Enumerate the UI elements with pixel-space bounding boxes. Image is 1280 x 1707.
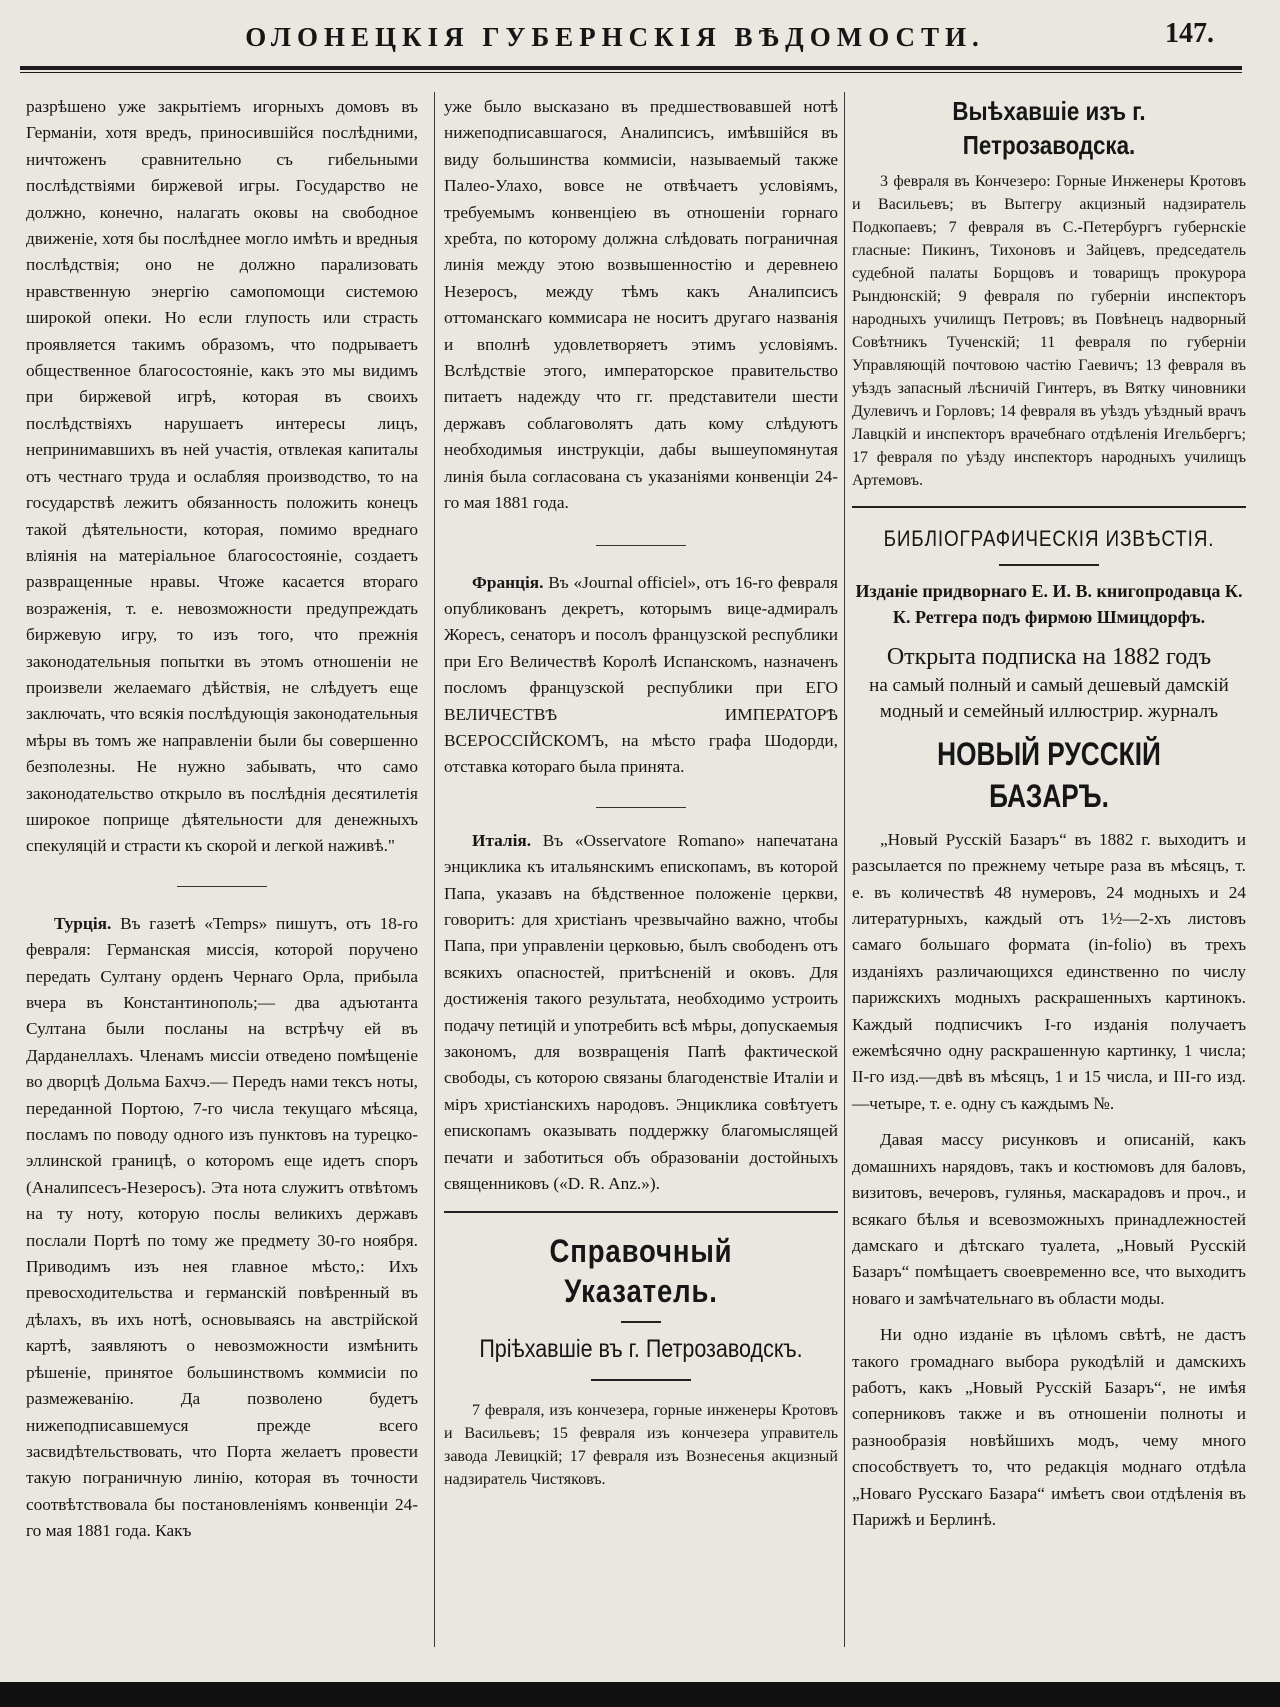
page-number: 147.: [1165, 18, 1214, 49]
column-divider-2: [844, 92, 845, 1647]
separator: [177, 886, 267, 887]
column-divider-1: [434, 92, 435, 1647]
bibliography-title: БИБЛІОГРАФИЧЕСКІЯ ИЗВѢСТІЯ.: [883, 526, 1215, 551]
turkey-article: [26, 911, 418, 1545]
turkey-article-continuation: уже было высказано въ предшествовавшей нотѣ нижеподписавшагося, Аналипсисъ, имѣвшійся въ виду большинства коммисіи, называемый также Палео-Улахо, вовсе не отвѣчаетъ условіямъ, требуемымъ конвенціею въ отношеніи горнаго хребта, по которому должна слѣдовать пограничная линія между этою возвышенностію и деревнею Незеросъ, между тѣмъ какъ Аналипсисъ оттоманскаго коммисара не носитъ другаго названія и вполнѣ удовлетворяетъ этимъ условіямъ. Вслѣдствіе этого, императорское правительство питаетъ надежду что гг. представители шести державъ соблаговолятъ дать кому слѣдуютъ необходимыя инструкціи, дабы вышеупомянутая линія была согласована съ указаніями конвенціи 24-го мая 1881 года.: [444, 97, 838, 513]
departed-text: 3 февраля въ Кончезеро: Горные Инженеры Кротовъ и Васильевъ; въ Вытегру акцизный надзиратель Подкопаевъ; 7 февраля въ С.-Петербургъ губернскіе гласные: Пикинъ, Тихоновъ и Зайцевъ, председатель судебной палаты Борщовъ и товарищъ прокурора Рындюнскій; 9 февраля по губерніи инспекторъ народныхъ училищъ Петровъ; въ Повѣнецъ надворный Совѣтникъ Тученскій; 11 февраля по губерніи Управляющій почтовою частію Гаевичъ; 13 февраля въ уѣздъ запасный лѣсничій Гинтеръ, въ Вятку чиновники Дулевичъ и Горловъ; 14 февраля въ уѣздъ уѣздный врачъ Лавцкій и инспекторъ врачебнаго отдѣленія Игельбергъ; 17 февраля по уѣзду инспекторъ народныхъ училищъ Артемовъ.: [852, 173, 1246, 489]
dash: [621, 1321, 661, 1323]
separator: [596, 545, 686, 546]
arrived-title: Пріѣхавшіе въ г. Петрозаводскъ.: [479, 1335, 803, 1364]
column-2: [444, 94, 838, 1491]
stock-article-continuation: разрѣшено уже закрытіемъ игорныхъ домовъ въ Германіи, хотя вредъ, приносившійся послѣдними, ничтоженъ сравнительно съ гибельными послѣдствіями биржевой игры. Государство не должно, конечно, налагать оковы на свободное движеніе, хотя бы послѣднее могло имѣть и вредныя послѣдствія; оно не должно парализовать нравственную энергію самопомощи системою широкой опеки. Но если глупость или страсть проявляется такимъ образомъ, что подрываетъ общественное благосостояніе, какъ это мы видимъ при биржевой игрѣ, которая въ своихъ послѣдствіяхъ нарушаетъ интересы лицъ, непринимавшихъ въ ней участія, отвлекая капиталы отъ честнаго труда и ослабляя производство, то на государствѣ лежитъ обязанность положить конецъ такой дѣятельности, которая, помимо вреднаго вліянія на матеріальное благосостояніе, создаетъ развращенные нравы. Чтоже касается втораго возраженія, т. е. невозможности предупреждать биржевую игру, то изъ того, что прежнія законодательныя попытки въ этомъ отношеніи не произвели желаемаго дѣйствія, не слѣдуетъ еще заключать, что всякія послѣдующія законодательныя мѣры въ томъ же направленіи были бы совершенно безполезны. Не нужно забывать, что само законодательство открыло въ послѣднія десятилетія широкое поприще дѣятельности для денежныхъ спекуляцій и страсти къ скорой и легкой наживѣ.": [26, 97, 418, 856]
separator: [596, 807, 686, 808]
separator: [999, 564, 1099, 566]
journal-paragraph-1: „Новый Русскій Базаръ“ въ 1882 г. выходитъ и разсылается по прежнему четыре раза въ мѣсяцъ, т. е. въ количествѣ 48 нумеровъ, 24 модныхъ и 24 литературныхъ, каждый отъ 1½—2-хъ листовъ самаго большаго формата (in-folio) въ трехъ изданіяхъ различающихся единственно по числу парижскихъ модныхъ раскрашенныхъ картинокъ. Каждый подписчикъ I-го изданія получаетъ ежемѣсячно одну раскрашенную картинку, 1 числа; II-го изд.—двѣ въ мѣсяцъ, 1 и 15 числа, и III-го изд.—четыре, т. е. одну съ каждымъ №.: [852, 829, 1246, 1113]
departed-title: Выѣхавшіе изъ г. Петрозаводска.: [952, 96, 1146, 160]
section-rule: [444, 1211, 838, 1213]
journal-description: на самый полный и самый дешевый дамскій модный и семейный иллюстрир. журналъ: [869, 674, 1229, 722]
journal-paragraph-3: Ни одно изданіе въ цѣломъ свѣтѣ, не дастъ такого громаднаго выбора рукодѣлій и дамскихъ работъ, какъ „Новый Русскій Базаръ“, не имѣя соперниковъ также и въ отношеніи полноты и разнообразія новѣйшихъ модъ, чему много способствуетъ то, что редакція моднаго отдѣла „Новаго Русскаго Базара“ имѣетъ свои отдѣленія въ Парижѣ и Берлинѣ.: [852, 1325, 1246, 1529]
turkey-text: Въ газетѣ «Temps» пишутъ, отъ 18-го февраля: Германская миссія, которой поручено передать Султану орденъ Чернаго Орла, прибыла вчера въ Константинополь;— два адъютанта Султана были посланы на встрѣчу ей въ Дарданеллахъ. Членамъ миссіи отведено помѣщеніе во дворцѣ Дольма Бахчэ.— Передъ нами тексъ ноты, переданной Портою, 7-го числа текущаго мѣсяца, посламъ по поводу одного изъ пунктовъ на турецко-эллинской границѣ, о которомъ еще идетъ споръ (Аналипсесъ-Незеросъ). Эта нота служитъ отвѣтомъ на ту ноту, которую послы великихъ державъ послали Портѣ по тому же предмету 30-го ноября. Приводимъ изъ нея главное мѣсто,: Ихъ превосходительства и германскій повѣренный въ дѣлахъ, въ ихъ нотѣ, основываясь на австрійской картѣ, заявляютъ о невозможности измѣнить рѣшеніе, принятое большинствомъ коммисіи по размежеванію. Да позволено будетъ нижеподписавшемуся прежде всего засвидѣтельствовать, что Порта желаетъ провести такую пограничную линію, которая въ точности соотвѣтствовала бы постановленіямъ конвенціи 24-го мая 1881 года. Какъ: [26, 913, 418, 1541]
publisher-line: Изданіе придворнаго Е. И. В. книгопродавца К. К. Ретгера подъ фирмою Шмицдорфъ.: [855, 581, 1243, 628]
column-3: [852, 94, 1246, 1533]
arrived-text: 7 февраля, изъ кончезера, горные инженеры Кротовъ и Васильевъ; 15 февраля изъ кончезера управитель завода Левицкій; 17 февраля изъ Вознесенья акцизный надзиратель Чистяковъ.: [444, 1402, 838, 1489]
italy-text: Въ «Osservatore Romano» напечатана энциклика къ итальянскимъ епископамъ, въ которой Папа, указавъ на бѣдственное положеніе церкви, говоритъ: для христіанъ чрезвычайно важно, чтобы Папа, при управленіи церковью, былъ свободенъ отъ всякихъ опасностей, притѣсненій и оковъ. Для достиженія такого результата, необходимо устроить подачу петицій и употребить всѣ мѣры, допускаемыя закономъ, для возвращенія Папѣ фактической свободы, съ которою связаны благоденствіе Италіи и міръ христіанскихъ народовъ. Энциклика совѣтуетъ епископамъ оказывать поддержку благомыслящей печати и заботиться объ образованіи достойныхъ священниковъ («D. R. Anz.»).: [444, 830, 838, 1194]
italy-article: [444, 828, 838, 1198]
separator: [591, 1379, 691, 1381]
masthead: [0, 10, 1280, 70]
journal-paragraph-2: Давая массу рисунковъ и описаній, какъ домашнихъ нарядовъ, такъ и костюмовъ для баловъ, визитовъ, вечеровъ, гулянья, маскарадовъ и проч., и всякаго бѣлья и всевозможныхъ принадлежностей дамскаго и дѣтскаго туалета, „Новый Русскій Базаръ“ помѣщаетъ своевременно все, что выходитъ новаго и замѣчательнаго въ области моды.: [852, 1130, 1246, 1308]
france-text: Въ «Journal officiel», отъ 16-го февраля опубликованъ декретъ, которымъ вице-адмиралъ Жоресъ, сенаторъ и посолъ французской республики при Его Величествѣ Королѣ Испанскомъ, назначенъ посломъ французской республики при ЕГО ВЕЛИЧЕСТВѢ ИМПЕРАТОРѢ ВСЕРОССІЙСКОМЪ, на мѣсто графа Шодорди, отставка котораго была принята.: [444, 572, 838, 777]
france-heading: Франція.: [472, 572, 544, 592]
section-rule: [852, 506, 1246, 508]
masthead-rule: [20, 66, 1242, 73]
journal-title: НОВЫЙ РУССКІЙ БАЗАРЪ.: [937, 735, 1161, 814]
france-article: [444, 570, 838, 781]
scan-edge: [0, 1682, 1280, 1707]
column-1: [26, 94, 418, 1545]
turkey-heading: Турція.: [54, 913, 112, 933]
subscription-line: Открыта подписка на 1882 годъ: [886, 643, 1212, 670]
italy-heading: Италія.: [472, 830, 532, 850]
newspaper-title: ОЛОНЕЦКІЯ ГУБЕРНСКІЯ ВѢДОМОСТИ.: [245, 22, 985, 52]
reference-section-title: Справочный Указатель.: [549, 1233, 733, 1310]
